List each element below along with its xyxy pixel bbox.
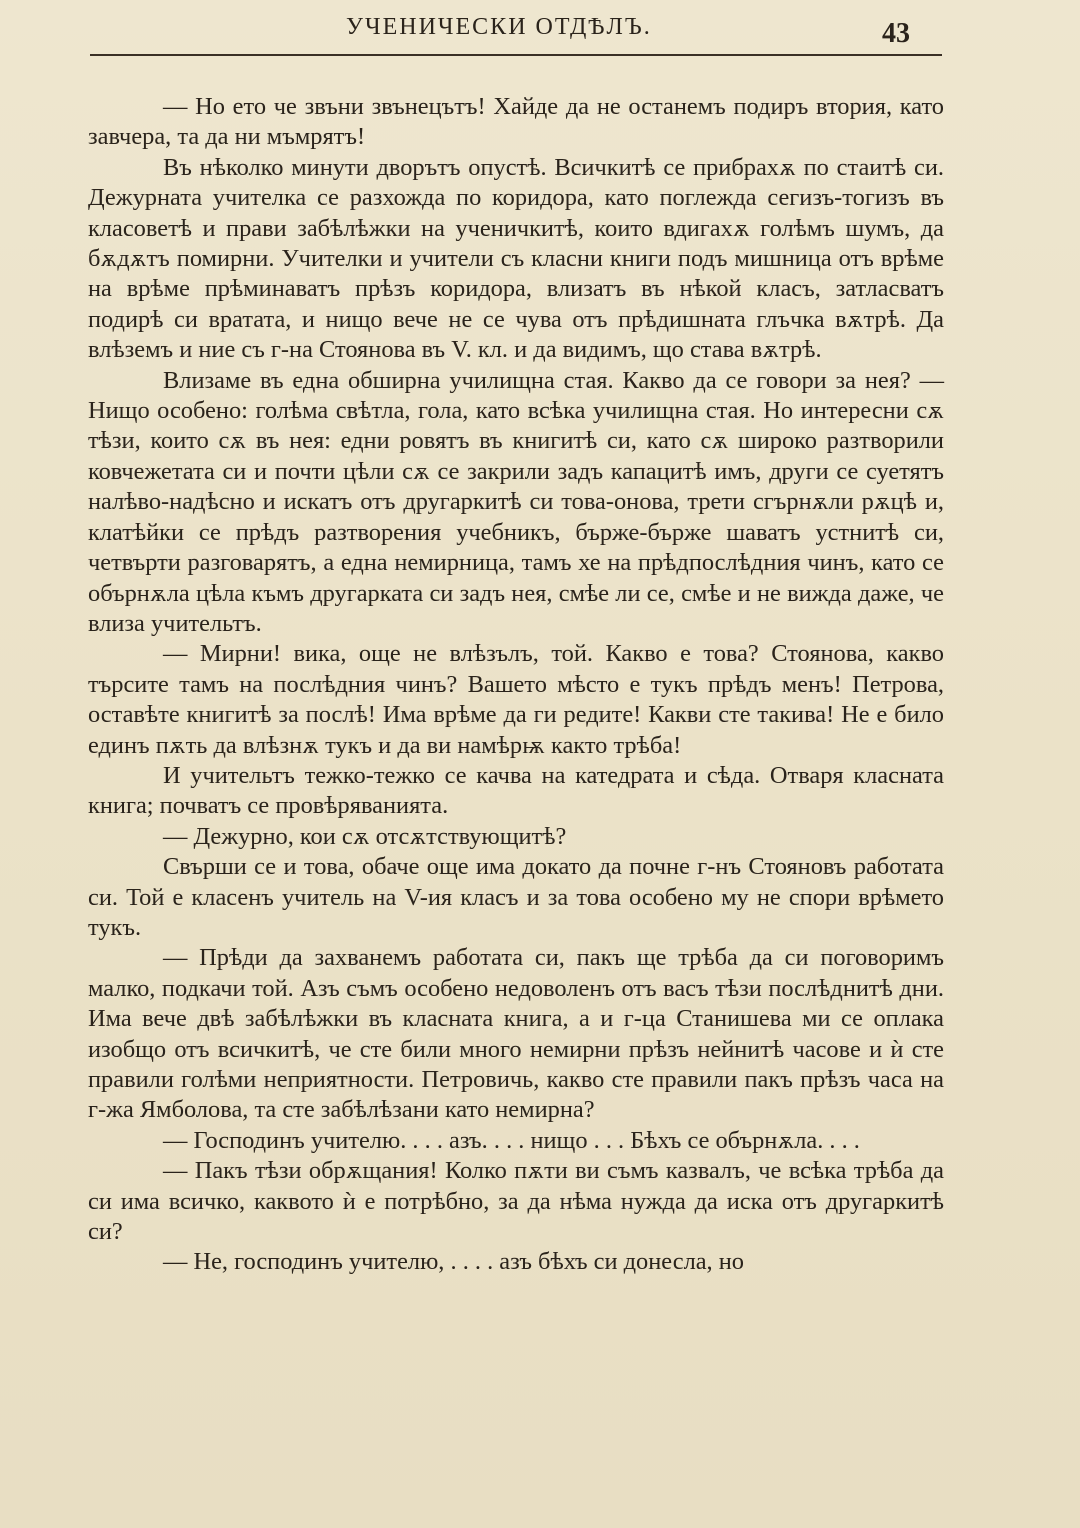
page-number: 43	[882, 18, 910, 49]
paragraph: Въ нѣколко минути дворътъ опустѣ. Всичкитѣ се прибрахѫ по стаитѣ си. Дежурната учителка се разхожда по коридора, като поглежда сегизъ-тогизъ въ класоветѣ и прави забѣлѣжки на ученичкитѣ, които вдигахѫ голѣмъ шумъ, да бѫдѫтъ помирни. Учителки и учители съ класни книги подъ мишница отъ врѣме на врѣме прѣминаватъ прѣзъ коридора, влизатъ въ нѣкой класъ, затласватъ подирѣ си вратата, и нищо вече не се чува отъ прѣдишната глъчка вѫтрѣ. Да влѣземъ и ние съ г-на Стоянова въ V. кл. и да видимъ, що става вѫтрѣ.	[88, 153, 944, 364]
paragraph: Влизаме въ една обширна училищна стая. Какво да се говори за нея? — Нищо особено: голѣма свѣтла, гола, като всѣка училищна стая. Но интересни сѫ тѣзи, които сѫ въ нея: едни ровятъ въ книгитѣ си, като сѫ широко разтворили ковчежетата си и почти цѣли сѫ се закрили задъ капацитѣ имъ, други се суетятъ налѣво-надѣсно и искатъ отъ другаркитѣ си това-онова, трети сгърнѫли рѫцѣ и, клатѣйки се прѣдъ разтворения учебникъ, бърже-бърже шаватъ устнитѣ си, четвърти разговарятъ, а една немирница, тамъ хе на прѣдпослѣдния чинъ, като се обърнѫла цѣла къмъ другарката си задъ нея, смѣе ли се, смѣе и не вижда даже, че влиза учительтъ.	[88, 366, 944, 637]
page-body	[88, 92, 944, 1278]
paragraph: — Но ето че звъни звънецътъ! Хайде да не останемъ подиръ втория, като завчера, та да ни мъмрятъ!	[88, 93, 944, 151]
running-title: УЧЕНИЧЕСКИ ОТДѢЛЪ.	[346, 14, 652, 40]
paragraph: И учительтъ тежко-тежко се качва на катедрата и сѣда. Отваря класната книга; почватъ се провѣряванията.	[88, 761, 944, 820]
paragraph: — Не, господинъ учителю, . . . . азъ бѣхъ си донесла, но	[163, 1248, 745, 1276]
paragraph: — Дежурно, кои сѫ отсѫтствующитѣ?	[163, 822, 567, 850]
paragraph: — Прѣди да захванемъ работата си, пакъ ще трѣба да си поговоримъ малко, подкачи той. Азъ съмъ особено недоволенъ отъ васъ тѣзи послѣднитѣ дни. Има вече двѣ забѣлѣжки въ класната книга, а и г-ца Станишева ми се оплака изобщо отъ всичкитѣ, че сте били много немирни прѣзъ нейнитѣ часове и ѝ сте правили голѣми неприятности. Петровичь, какво сте правили пакъ прѣзъ часа на г-жа Ямболова, та сте забѣлѣзани като немирна?	[88, 944, 944, 1124]
paragraph: — Мирни! вика, още не влѣзълъ, той. Какво е това? Стоянова, какво търсите тамъ на послѣдния чинъ? Вашето мѣсто е тукъ прѣдъ менъ! Петрова, оставѣте книгитѣ за послѣ! Има врѣме да ги редите! Какви сте такива! Не е било единъ пѫть да влѣзнѫ тукъ и да ви намѣрѭ както трѣба!	[88, 640, 944, 759]
header-divider	[90, 54, 942, 56]
paragraph: — Пакъ тѣзи обрѫщания! Колко пѫти ви съмъ казвалъ, че всѣка трѣба да си има всичко, каквото ѝ е потрѣбно, за да нѣма нужда да иска отъ другаркитѣ си?	[88, 1157, 944, 1246]
page-header	[90, 6, 940, 58]
paragraph: — Господинъ учителю. . . . азъ. . . . нищо . . . Бѣхъ се обърнѫла. . . .	[163, 1126, 860, 1154]
paragraph: Свърши се и това, обаче още има докато да почне г-нъ Стояновъ работата си. Той е класенъ учитель на V-ия класъ и за това особено му не спори врѣмето тукъ.	[88, 853, 944, 941]
